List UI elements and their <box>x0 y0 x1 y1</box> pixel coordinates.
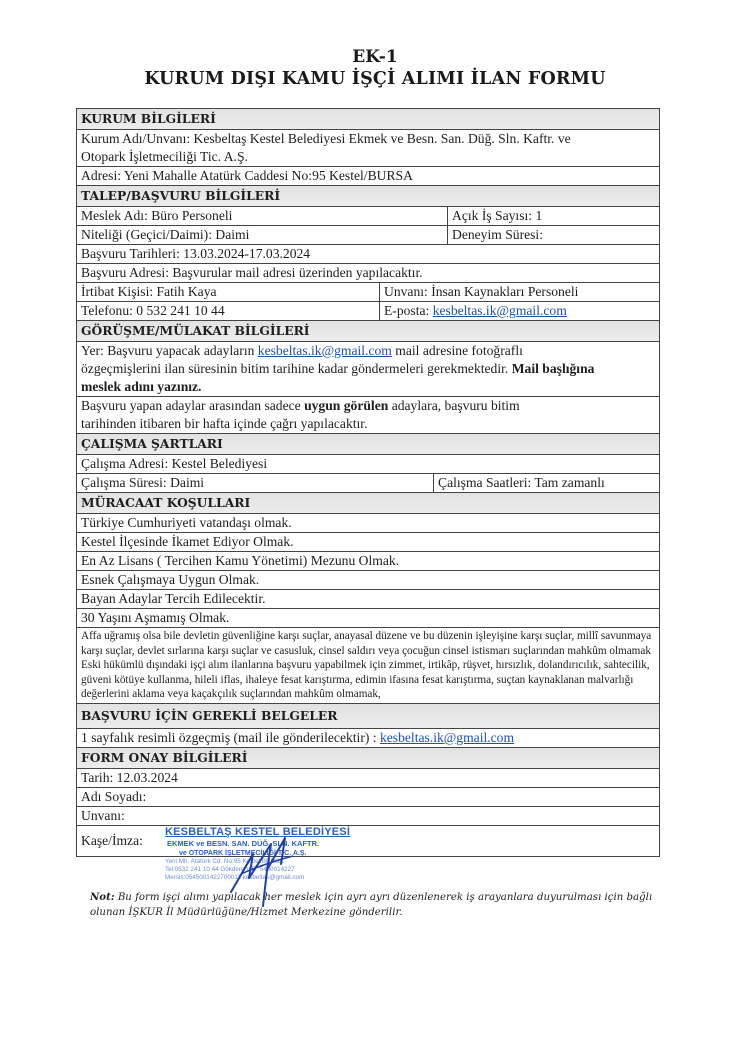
interview-email-link[interactable]: kesbeltas.ik@gmail.com <box>257 343 392 358</box>
institution-address-row <box>77 167 659 186</box>
application-address-row <box>77 264 659 283</box>
section-title: ÇALIŞMA ŞARTLARI <box>81 436 223 451</box>
section-title: TALEP/BAŞVURU BİLGİLERİ <box>81 188 281 203</box>
occupation: Meslek Adı: Büro Personeli <box>81 208 233 223</box>
requirement-item: Kestel İlçesinde İkamet Ediyor Olmak. <box>81 534 294 549</box>
requirement-item: Esnek Çalışmaya Uygun Olmak. <box>81 572 260 587</box>
callback-info <box>77 397 659 433</box>
application-dates-row <box>77 245 659 264</box>
section-title: BAŞVURU İÇİN GEREKLİ BELGELER <box>81 707 338 723</box>
requirement-item: 30 Yaşını Aşmamış Olmak. <box>81 610 230 625</box>
work-address: Çalışma Adresi: Kestel Belediyesi <box>81 456 268 471</box>
document-title-block <box>0 46 750 90</box>
approver-title-row <box>77 807 659 826</box>
contact-email <box>379 302 659 320</box>
application-address: Başvuru Adresi: Başvurular mail adresi üzerinden yapılacaktır. <box>81 265 423 280</box>
contact-title: Unvanı: İnsan Kaynakları Personeli <box>379 283 659 301</box>
stamp-line: EKMEK ve BESN. SAN. DÜĞ. SLN. KAFTR. <box>167 839 320 848</box>
section-header-calisma <box>77 434 659 455</box>
callback-row <box>77 397 659 434</box>
approver-title-label: Unvanı: <box>81 807 125 823</box>
work-duration-row <box>77 474 659 493</box>
documents-text: 1 sayfalık resimli özgeçmiş (mail ile gönderilecektir) : <box>81 729 380 745</box>
stamp-company-name: KESBELTAŞ KESTEL BELEDİYESİ <box>165 826 351 838</box>
institution-name-line-2: Otopark İşletmeciliği Tic. A.Ş. <box>81 149 248 164</box>
section-title: FORM ONAY BİLGİLERİ <box>81 749 248 765</box>
legal-requirements-row <box>77 628 659 704</box>
requirement-row <box>77 571 659 590</box>
work-duration: Çalışma Süresi: Daimi <box>81 475 205 490</box>
institution-name-line-1: Kurum Adı/Unvanı: Kesbeltaş Kestel Belediyesi Ekmek ve Besn. San. Düğ. Sln. Kaftr. ve <box>81 131 571 146</box>
section-header-onay <box>77 748 659 769</box>
requirement-row <box>77 514 659 533</box>
requirement-row <box>77 609 659 628</box>
requirement-row <box>77 533 659 552</box>
legal-requirements <box>77 628 659 703</box>
requirement-row <box>77 590 659 609</box>
requirement-row <box>77 552 659 571</box>
required-documents <box>77 729 659 747</box>
stamp-address: Yeni Mh. Atatürk Cd. No:95 Kestel/BURSA <box>165 858 284 865</box>
section-header-muracaat <box>77 493 659 514</box>
stamp-signature-row <box>77 826 659 857</box>
callback-text: adaylara, başvuru bitim tarihinden itibaren bir hafta içinde çağrı yapılacaktır. <box>81 398 520 431</box>
job-posting-form <box>76 108 660 857</box>
annex-label: EK-1 <box>352 47 398 67</box>
section-title: KURUM BİLGİLERİ <box>81 111 216 126</box>
requirement-item: En Az Lisans ( Tercihen Kamu Yönetimi) Mezunu Olmak. <box>81 553 400 568</box>
approver-name-row <box>77 788 659 807</box>
stamp-phone-tax: Tel:0532 241 10 44 Gökdere V.D. 5450014227 <box>165 866 295 873</box>
stamp-line: ve OTOPARK İŞLETMECİLİĞİ TİC. A.Ş. <box>179 850 307 857</box>
interview-text: mail adresine fotoğraflı özgeçmişlerini ilan süresinin bitim tarihine kadar göndermeleri gerekmektedir. <box>81 343 523 376</box>
interview-location <box>77 342 659 396</box>
contact-email-link[interactable]: kesbeltas.ik@gmail.com <box>432 303 567 318</box>
interview-emphasis: Mail başlığına meslek adını yazınız. <box>81 361 595 394</box>
experience-duration: Deneyim Süresi: <box>447 226 659 244</box>
approval-date-row <box>77 769 659 788</box>
requirement-item: Bayan Adaylar Tercih Edilecektir. <box>81 591 266 606</box>
section-header-kurum <box>77 109 659 130</box>
interview-text: Yer: Başvuru yapacak adayların <box>81 343 258 358</box>
contact-phone: Telefonu: 0 532 241 10 44 <box>81 303 225 318</box>
callback-text: Başvuru yapan adaylar arasından sadece <box>81 398 305 413</box>
job-nature: Niteliği (Geçici/Daimi): Daimi <box>81 227 250 242</box>
institution-name <box>77 130 659 166</box>
approval-date: Tarih: 12.03.2024 <box>81 769 178 785</box>
nature-row <box>77 226 659 245</box>
open-positions: Açık İş Sayısı: 1 <box>447 207 659 225</box>
approver-name-label: Adı Soyadı: <box>81 788 147 804</box>
section-header-belgeler <box>77 704 659 729</box>
section-title: MÜRACAAT KOŞULLARI <box>81 495 251 510</box>
email-label: E-posta: <box>384 303 433 318</box>
stamp-signature-label: Kaşe/İmza: <box>81 832 143 848</box>
interview-location-row <box>77 342 659 397</box>
callback-emphasis: uygun görülen <box>304 398 389 413</box>
legal-requirement-1: Affa uğramış olsa bile devletin güvenliğine karşı suçlar, anayasal düzene ve bu düzenin işleyişine karşı suçlar, millî savunmaya karşı suçlar, devlet sırlarına karşı suçlar ve casusluk, cinsel saldırı veya çocuğun cinsel istismarı suçlarından mahkûm olmamak <box>81 630 652 657</box>
footnote-label: Not: <box>90 891 115 903</box>
occupation-row <box>77 207 659 226</box>
institution-name-row <box>77 130 659 167</box>
work-hours: Çalışma Saatleri: Tam zamanlı <box>433 474 659 492</box>
phone-email-row <box>77 302 659 321</box>
institution-address: Adresi: Yeni Mahalle Atatürk Caddesi No:95 Kestel/BURSA <box>81 168 413 183</box>
contact-person: İrtibat Kişisi: Fatih Kaya <box>81 284 217 299</box>
documents-row <box>77 729 659 748</box>
section-header-talep <box>77 186 659 207</box>
page-title: KURUM DIŞI KAMU İŞÇİ ALIMI İLAN FORMU <box>144 69 606 89</box>
stamp-mersis-email: Mersis:0545001422700011 kesbeltas@gmail.com <box>165 874 305 881</box>
section-header-gorusme <box>77 321 659 342</box>
section-title: GÖRÜŞME/MÜLAKAT BİLGİLERİ <box>81 323 310 338</box>
footnote-text: Bu form işçi alımı yapılacak her meslek için ayrı ayrı düzenlenerek iş arayanlara duyurulması için bağlı olunan İŞKUR İl Müdürlüğüne/Hizmet Merkezine gönderilir. <box>90 892 653 918</box>
application-dates: Başvuru Tarihleri: 13.03.2024-17.03.2024 <box>81 246 311 261</box>
footnote <box>90 890 670 920</box>
requirement-item: Türkiye Cumhuriyeti vatandaşı olmak. <box>81 515 292 530</box>
legal-requirement-2: Eski hükümlü dışındaki işçi alım ilanlarına başvuru yapabilmek için zimmet, irtikâp, rüşvet, hırsızlık, dolandırıcılık, sahtecilik, güveni kötüye kullanma, hileli iflas, ihaleye fesat karıştırma, edimin ifasına fesat karıştırma, suçtan kaynaklanan malvarlığı değerlerini aklama veya kaçakçılık suçlarından mahkûm olmamak, <box>81 659 650 700</box>
documents-email-link[interactable]: kesbeltas.ik@gmail.com <box>379 729 515 745</box>
contact-row <box>77 283 659 302</box>
work-address-row <box>77 455 659 474</box>
